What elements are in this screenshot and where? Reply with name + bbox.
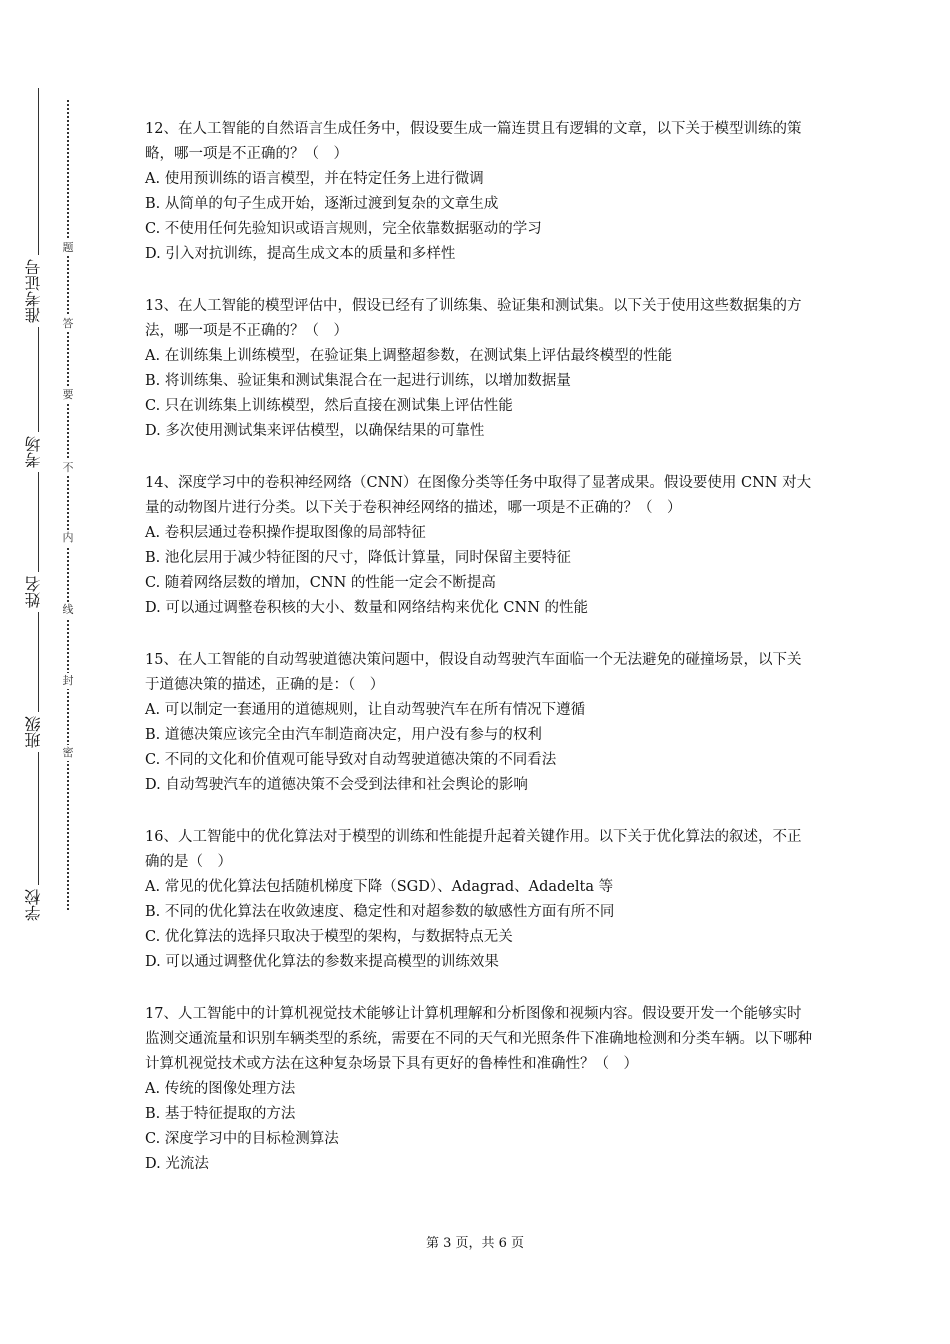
question-17 bbox=[145, 1002, 815, 1177]
option-b: B. 从简单的句子生成开始，逐渐过渡到复杂的文章生成 bbox=[145, 196, 499, 212]
option-b: B. 不同的优化算法在收敛速度、稳定性和对超参数的敏感性方面有所不同 bbox=[145, 904, 615, 920]
field-name: 姓名 bbox=[24, 572, 52, 612]
field-school: 学校 bbox=[24, 885, 52, 925]
option-b: B. 基于特征提取的方法 bbox=[145, 1106, 296, 1122]
option-b: B. 将训练集、验证集和测试集混合在一起进行训练，以增加数据量 bbox=[145, 373, 571, 389]
seal-char: 密 bbox=[60, 745, 76, 761]
option-c: C. 优化算法的选择只取决于模型的架构，与数据特点无关 bbox=[145, 929, 513, 945]
option-a: A. 传统的图像处理方法 bbox=[145, 1081, 296, 1097]
option-c: C. 不同的文化和价值观可能导致对自动驾驶道德决策的不同看法 bbox=[145, 752, 557, 768]
question-stem: 17、人工智能中的计算机视觉技术能够让计算机理解和分析图像和视频内容。假设要开发一个能够实时监测交通流量和识别车辆类型的系统，需要在不同的天气和光照条件下准确地检测和分类车辆。以下哪种计算机视觉技术或方法在这种复杂场景下具有更好的鲁棒性和准确性？（ ） bbox=[145, 1006, 812, 1072]
binding-solid-line bbox=[38, 88, 39, 924]
option-c: C. 深度学习中的目标检测算法 bbox=[145, 1131, 339, 1147]
seal-char: 线 bbox=[60, 602, 76, 618]
question-stem: 14、深度学习中的卷积神经网络（CNN）在图像分类等任务中取得了显著成果。假设要使用 CNN 对大量的动物图片进行分类。以下关于卷积神经网络的描述，哪一项是不正确的？（ ） bbox=[145, 475, 812, 516]
page-footer: 第 3 页，共 6 页 bbox=[425, 1236, 525, 1251]
option-a: A. 卷积层通过卷积操作提取图像的局部特征 bbox=[145, 525, 426, 541]
field-exam-room: 考场 bbox=[24, 432, 52, 472]
option-d: D. 多次使用测试集来评估模型，以确保结果的可靠性 bbox=[145, 423, 485, 439]
seal-char: 不 bbox=[60, 460, 76, 476]
option-c: C. 随着网络层数的增加，CNN 的性能一定会不断提高 bbox=[145, 575, 496, 591]
question-12 bbox=[145, 117, 815, 267]
question-stem: 13、在人工智能的模型评估中，假设已经有了训练集、验证集和测试集。以下关于使用这些数据集的方法，哪一项是不正确的？（ ） bbox=[145, 298, 802, 339]
seal-char: 封 bbox=[60, 673, 76, 689]
question-16 bbox=[145, 825, 815, 975]
question-stem: 12、在人工智能的自然语言生成任务中，假设要生成一篇连贯且有逻辑的文章，以下关于模型训练的策略，哪一项是不正确的？（ ） bbox=[145, 121, 802, 162]
seal-char: 题 bbox=[60, 240, 76, 256]
question-stem: 15、在人工智能的自动驾驶道德决策问题中，假设自动驾驶汽车面临一个无法避免的碰撞场景，以下关于道德决策的描述，正确的是：（ ） bbox=[145, 652, 802, 693]
question-list bbox=[145, 117, 815, 1204]
field-exam-number: 准考证号 bbox=[24, 255, 52, 327]
option-b: B. 池化层用于减少特征图的尺寸，降低计算量，同时保留主要特征 bbox=[145, 550, 571, 566]
seal-char: 要 bbox=[60, 387, 76, 403]
option-b: B. 道德决策应该完全由汽车制造商决定，用户没有参与的权利 bbox=[145, 727, 542, 743]
option-c: C. 不使用任何先验知识或语言规则，完全依靠数据驱动的学习 bbox=[145, 221, 542, 237]
option-a: A. 使用预训练的语言模型，并在特定任务上进行微调 bbox=[145, 171, 484, 187]
question-stem: 16、人工智能中的优化算法对于模型的训练和性能提升起着关键作用。以下关于优化算法的叙述，不正确的是（ ） bbox=[145, 829, 802, 870]
question-13 bbox=[145, 294, 815, 444]
option-c: C. 只在训练集上训练模型，然后直接在测试集上评估性能 bbox=[145, 398, 513, 414]
option-d: D. 自动驾驶汽车的道德决策不会受到法律和社会舆论的影响 bbox=[145, 777, 528, 793]
option-d: D. 引入对抗训练，提高生成文本的质量和多样性 bbox=[145, 246, 456, 262]
question-14 bbox=[145, 471, 815, 621]
option-a: A. 在训练集上训练模型，在验证集上调整超参数，在测试集上评估最终模型的性能 bbox=[145, 348, 673, 364]
option-d: D. 可以通过调整卷积核的大小、数量和网络结构来优化 CNN 的性能 bbox=[145, 600, 589, 616]
option-a: A. 可以制定一套通用的道德规则，让自动驾驶汽车在所有情况下遵循 bbox=[145, 702, 586, 718]
question-15 bbox=[145, 648, 815, 798]
binding-dotted-line bbox=[67, 100, 69, 910]
option-d: D. 可以通过调整优化算法的参数来提高模型的训练效果 bbox=[145, 954, 499, 970]
field-class: 班级 bbox=[24, 712, 52, 752]
seal-char: 答 bbox=[60, 316, 76, 332]
option-a: A. 常见的优化算法包括随机梯度下降（SGD）、Adagrad、Adadelta 等 bbox=[145, 879, 614, 895]
binding-margin bbox=[0, 0, 80, 1344]
seal-char: 内 bbox=[60, 530, 76, 546]
option-d: D. 光流法 bbox=[145, 1156, 209, 1172]
